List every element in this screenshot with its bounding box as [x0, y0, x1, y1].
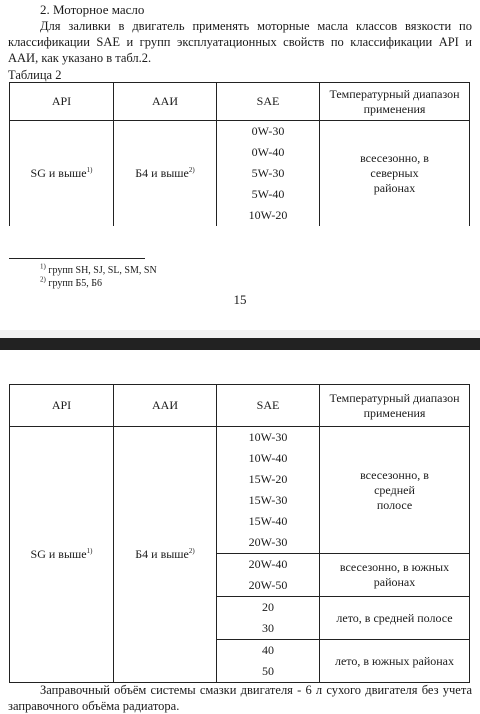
- sae-value: 5W-40: [251, 187, 285, 201]
- temperature-cell: всесезонно, в южных районах: [320, 554, 470, 597]
- sae-cell: [217, 597, 320, 640]
- footnote: [40, 264, 157, 277]
- table-row: [10, 121, 470, 227]
- sae-value: 50: [262, 664, 274, 678]
- header-aai: ААИ: [114, 83, 217, 121]
- table-row: [10, 427, 470, 554]
- header-temperature: Температурный диапазон применения: [320, 385, 470, 427]
- header-sae: SAE: [217, 385, 320, 427]
- temperature-cell: всесезонно, в северных районах: [320, 121, 470, 227]
- footnote-mark: 1): [86, 547, 93, 555]
- table-header-row: [10, 83, 470, 121]
- sae-value: 15W-30: [248, 493, 288, 507]
- aai-value: Б4 и выше: [135, 166, 189, 180]
- footnote-text: групп Б5, Б6: [48, 278, 103, 289]
- sae-value: 40: [262, 643, 274, 657]
- sae-value: 10W-30: [248, 430, 288, 444]
- header-temperature: Температурный диапазон применения: [320, 83, 470, 121]
- footnote-mark: 1): [40, 262, 46, 271]
- footnote-mark: 2): [188, 166, 195, 174]
- sae-value: 10W-20: [248, 208, 288, 222]
- sae-value: 20W-40: [248, 557, 288, 571]
- api-value: SG и выше: [30, 547, 87, 561]
- sae-value: 15W-20: [248, 472, 288, 486]
- api-cell: [10, 427, 114, 683]
- api-cell: [10, 121, 114, 227]
- closing-paragraph: Заправочный объём системы смазки двигателя - 6 л сухого двигателя без учета заправочного объёма радиатора.: [8, 683, 472, 713]
- oil-table-part2: [9, 384, 470, 683]
- sae-value: 20: [262, 600, 274, 614]
- aai-value: Б4 и выше: [135, 547, 189, 561]
- sae-cell: [217, 554, 320, 597]
- footnote-text: групп SH, SJ, SL, SM, SN: [48, 265, 157, 276]
- sae-value: 20W-50: [248, 578, 288, 592]
- header-aai: ААИ: [114, 385, 217, 427]
- sae-value: 0W-30: [251, 124, 285, 138]
- header-api: API: [10, 83, 114, 121]
- sae-cell: [217, 640, 320, 683]
- intro-paragraph: Для заливки в двигатель применять моторные масла классов вязкости по классификации SAE и групп эксплуатационных свойств по классификации API и ААИ, как указано в табл.2.: [8, 19, 472, 65]
- api-value: SG и выше: [30, 166, 87, 180]
- section-heading: 2. Моторное масло: [40, 2, 145, 17]
- aai-cell: [114, 121, 217, 227]
- sae-value: 30: [262, 621, 274, 635]
- header-sae: SAE: [217, 83, 320, 121]
- sae-cell: [217, 427, 320, 554]
- document-page-top: [0, 0, 480, 330]
- oil-table-part1: [9, 82, 470, 226]
- footnote-mark: 2): [188, 547, 195, 555]
- sae-value: 10W-40: [248, 451, 288, 465]
- footnote-rule: [9, 258, 145, 259]
- temperature-cell: лето, в средней полосе: [320, 597, 470, 640]
- sae-cell: [217, 121, 320, 227]
- sae-value: 5W-30: [251, 166, 285, 180]
- aai-cell: [114, 427, 217, 683]
- footnote-mark: 2): [40, 275, 46, 284]
- table-caption: Таблица 2: [8, 68, 62, 82]
- temperature-cell: лето, в южных районах: [320, 640, 470, 683]
- table-header-row: [10, 385, 470, 427]
- temperature-cell: всесезонно, в средней полосе: [320, 427, 470, 554]
- sae-value: 0W-40: [251, 145, 285, 159]
- page-number: 15: [233, 292, 247, 307]
- header-api: API: [10, 385, 114, 427]
- footnote-mark: 1): [86, 166, 93, 174]
- footnote: [40, 277, 102, 290]
- sae-value: 15W-40: [248, 514, 288, 528]
- sae-value: 20W-30: [248, 535, 288, 549]
